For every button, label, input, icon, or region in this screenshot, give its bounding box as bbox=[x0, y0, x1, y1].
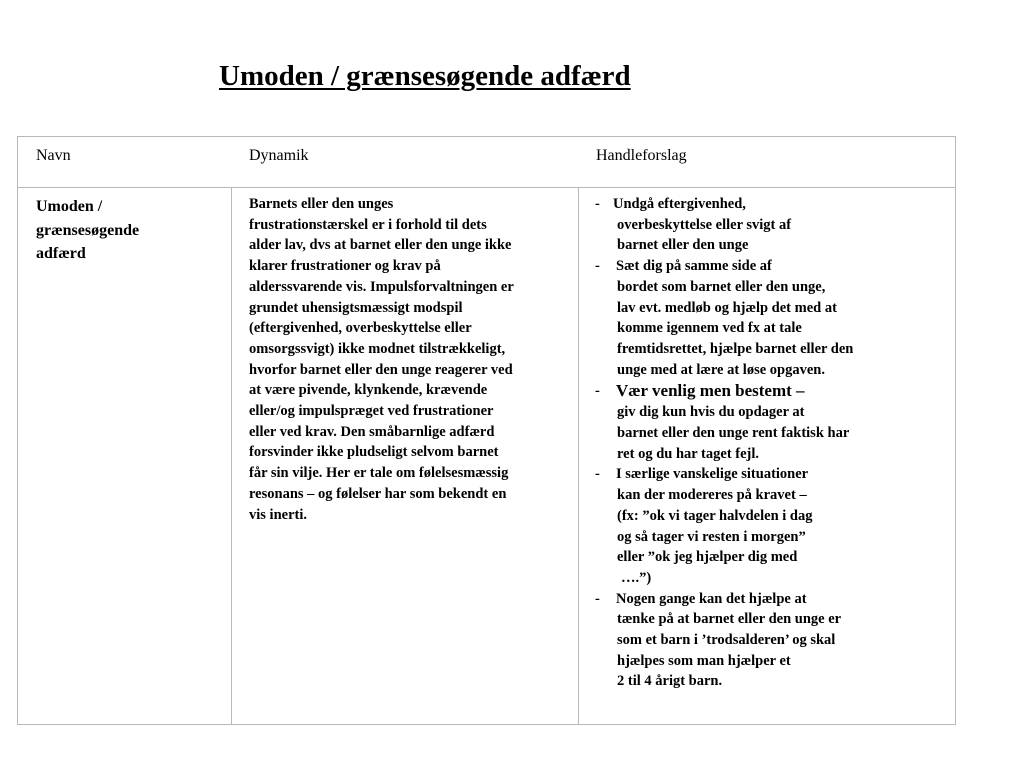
handleforslag-cell bbox=[595, 194, 853, 692]
handleforslag-line: som et barn i ’trodsalderen’ og skal bbox=[617, 632, 836, 649]
column-divider-2 bbox=[578, 187, 579, 724]
column-header-handleforslag: Handleforslag bbox=[596, 147, 687, 164]
dynamik-line: vis inerti. bbox=[249, 506, 307, 523]
handleforslag-line: Vær venlig men bestemt – bbox=[616, 381, 805, 401]
dynamik-line: eller ved krav. Den småbarnlige adfærd bbox=[249, 423, 495, 440]
handleforslag-line: I særlige vanskelige situationer bbox=[616, 466, 809, 483]
handleforslag-line: og så tager vi resten i morgen” bbox=[617, 528, 806, 545]
bullet-dash: - bbox=[595, 258, 600, 275]
handleforslag-item bbox=[595, 589, 853, 693]
handleforslag-line: kan der modereres på kravet – bbox=[617, 487, 807, 504]
handleforslag-line: komme igennem ved fx at tale bbox=[617, 320, 802, 337]
bullet-dash: - bbox=[595, 590, 600, 607]
dynamik-line: (eftergivenhed, overbeskyttelse eller bbox=[249, 320, 472, 337]
dynamik-line: omsorgssvigt) ikke modnet tilstrækkeligt, bbox=[249, 340, 506, 357]
handleforslag-line: bordet som barnet eller den unge, bbox=[617, 278, 826, 295]
bullet-dash: - bbox=[595, 466, 600, 483]
handleforslag-line: eller ”ok jeg hjælper dig med bbox=[617, 549, 798, 566]
dynamik-line: får sin vilje. Her er tale om følelsesmæssig bbox=[249, 465, 509, 482]
handleforslag-line: Undgå eftergivenhed, bbox=[613, 196, 746, 212]
handleforslag-line: (fx: ”ok vi tager halvdelen i dag bbox=[617, 507, 813, 524]
dynamik-line: grundet uhensigtsmæssigt modspil bbox=[249, 299, 463, 316]
handleforslag-line: tænke på at barnet eller den unge er bbox=[617, 611, 842, 628]
handleforslag-line: lav evt. medløb og hjælp det med at bbox=[617, 299, 837, 316]
dynamik-line: at være pivende, klynkende, krævende bbox=[249, 382, 488, 399]
dynamik-line: alderssvarende vis. Impulsforvaltningen er bbox=[249, 278, 514, 295]
handleforslag-item bbox=[595, 256, 853, 380]
dynamik-cell bbox=[249, 194, 514, 525]
column-header-dynamik: Dynamik bbox=[249, 147, 309, 164]
handleforslag-line: hjælpes som man hjælper et bbox=[617, 652, 791, 669]
dynamik-line: resonans – og følelser har som bekendt en bbox=[249, 485, 507, 502]
handleforslag-line: fremtidsrettet, hjælpe barnet eller den bbox=[617, 340, 854, 357]
handleforslag-line: barnet eller den unge bbox=[617, 237, 749, 254]
dynamik-line: eller/og impulspræget ved frustrationer bbox=[249, 403, 494, 420]
column-divider-1 bbox=[231, 187, 232, 724]
handleforslag-line: barnet eller den unge rent faktisk har bbox=[617, 425, 850, 442]
dynamik-line: Barnets eller den unges bbox=[249, 196, 394, 212]
dynamik-line: frustrationstærskel er i forhold til dets bbox=[249, 216, 487, 233]
dynamik-line: forsvinder ikke pludseligt selvom barnet bbox=[249, 444, 499, 461]
handleforslag-item bbox=[595, 194, 853, 256]
content-table bbox=[17, 136, 956, 725]
handleforslag-item bbox=[595, 380, 853, 464]
handleforslag-line: ret og du har taget fejl. bbox=[617, 445, 760, 462]
page-title: Umoden / grænsesøgende adfærd bbox=[219, 60, 631, 92]
handleforslag-line: overbeskyttelse eller svigt af bbox=[617, 216, 792, 233]
column-header-navn: Navn bbox=[36, 147, 71, 164]
handleforslag-item bbox=[595, 464, 853, 588]
navn-line: adfærd bbox=[36, 245, 86, 262]
handleforslag-line: ….”) bbox=[621, 569, 652, 586]
navn-line: grænsesøgende bbox=[36, 221, 140, 239]
table-header-divider bbox=[18, 187, 955, 188]
handleforslag-line: unge med at lære at løse opgaven. bbox=[617, 361, 825, 378]
dynamik-line: hvorfor barnet eller den unge reagerer ved bbox=[249, 361, 513, 378]
dynamik-line: klarer frustrationer og krav på bbox=[249, 258, 441, 275]
handleforslag-line: giv dig kun hvis du opdager at bbox=[617, 404, 805, 421]
dynamik-line: alder lav, dvs at barnet eller den unge ikke bbox=[249, 237, 512, 254]
handleforslag-line: 2 til 4 årigt barn. bbox=[617, 673, 723, 690]
navn-line: Umoden / bbox=[36, 198, 103, 215]
handleforslag-line: Sæt dig på samme side af bbox=[616, 258, 772, 275]
bullet-dash: - bbox=[595, 383, 600, 400]
bullet-dash: - bbox=[595, 196, 600, 212]
navn-cell bbox=[36, 195, 139, 266]
handleforslag-line: Nogen gange kan det hjælpe at bbox=[616, 590, 807, 607]
